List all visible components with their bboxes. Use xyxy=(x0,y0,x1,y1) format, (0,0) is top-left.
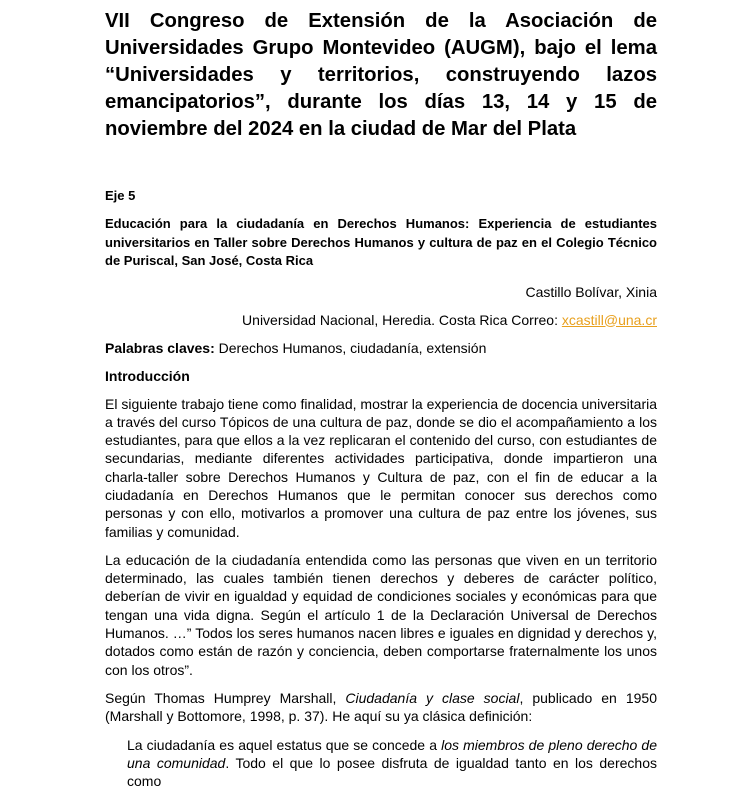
affiliation-text: Universidad Nacional, Heredia. Costa Rica Correo: xyxy=(242,311,562,328)
keywords-value: Derechos Humanos, ciudadanía, extensión xyxy=(214,339,487,356)
paragraph xyxy=(105,395,657,541)
block-quote xyxy=(127,736,657,790)
book-title: Ciudadanía y clase social xyxy=(345,689,520,706)
paragraph-3-after: , publicado en 1950 (Marshall y Bottomore, 1998, p. 37). He aquí su ya clásica definición: xyxy=(105,689,657,725)
axis-label: Eje 5 xyxy=(105,188,136,203)
keywords xyxy=(105,339,657,357)
keywords-label: Palabras claves: xyxy=(105,339,215,356)
quote-italic: los miembros de pleno derecho de una comunidad xyxy=(127,736,658,771)
paragraph-3-before: Según Thomas Humprey Marshall, xyxy=(105,689,346,706)
section-heading-introduction: Introducción xyxy=(105,367,190,384)
paper-subtitle: Educación para la ciudadanía en Derechos Humanos: Experiencia de estudiantes universitarios en Taller sobre Derechos Humanos y cultura de paz en el Colegio Técnico de Puriscal, San José, Costa Rica xyxy=(105,216,657,268)
quote-before: La ciudadanía es aquel estatus que se concede a xyxy=(127,736,442,753)
document-content xyxy=(105,8,657,790)
email-link[interactable]: xcastill@una.cr xyxy=(561,311,657,328)
author-affiliation xyxy=(105,311,657,329)
paragraph-2-text: La educación de la ciudadanía entendida como las personas que viven en un territorio determinado, las cuales también tienen derechos y deberes de carácter político, deberían de vivir en igualdad y equidad de condiciones sociales y económicas para que tengan una vida digna. Según el artículo 1 de la Declaración Universal de Derechos Humanos. …” Todos los seres humanos nacen libres e iguales en dignidad y derechos y, dotados como están de razón y conciencia, deben comportarse fraternalmente los unos con los otros”. xyxy=(105,551,657,678)
paragraph xyxy=(105,551,657,679)
paragraph-3-text xyxy=(105,689,657,726)
author-name: Castillo Bolívar, Xinia xyxy=(525,283,657,300)
document-title: VII Congreso de Extensión de la Asociación de Universidades Grupo Montevideo (AUGM), bajo el lema “Universidades y territorios, construyendo lazos emancipatorios”, durante los días 13, 14 y 15 de noviembre del 2024 en la ciudad de Mar del Plata xyxy=(105,10,657,140)
paragraph-1-text: El siguiente trabajo tiene como finalidad, mostrar la experiencia de docencia universitaria a través del curso Tópicos de una cultura de paz, donde se dio el acompañamiento a los estudiantes, para que ellos a la vez replicaran el contenido del curso, con estudiantes de secundarias, mediante diferentes actividades participativa, donde impartieron una charla-taller sobre Derechos Humanos y Cultura de paz, con el fin de educar a la ciudadanía en Derechos Humanos que le permitan conocer sus derechos como personas y con ello, motivarlos a promover una cultura de paz entre los jóvenes, sus familias y comunidad. xyxy=(105,395,657,540)
quote-after: . Todo el que lo posee disfruta de igualdad tanto en los derechos como xyxy=(127,754,657,790)
paragraph xyxy=(105,689,657,726)
